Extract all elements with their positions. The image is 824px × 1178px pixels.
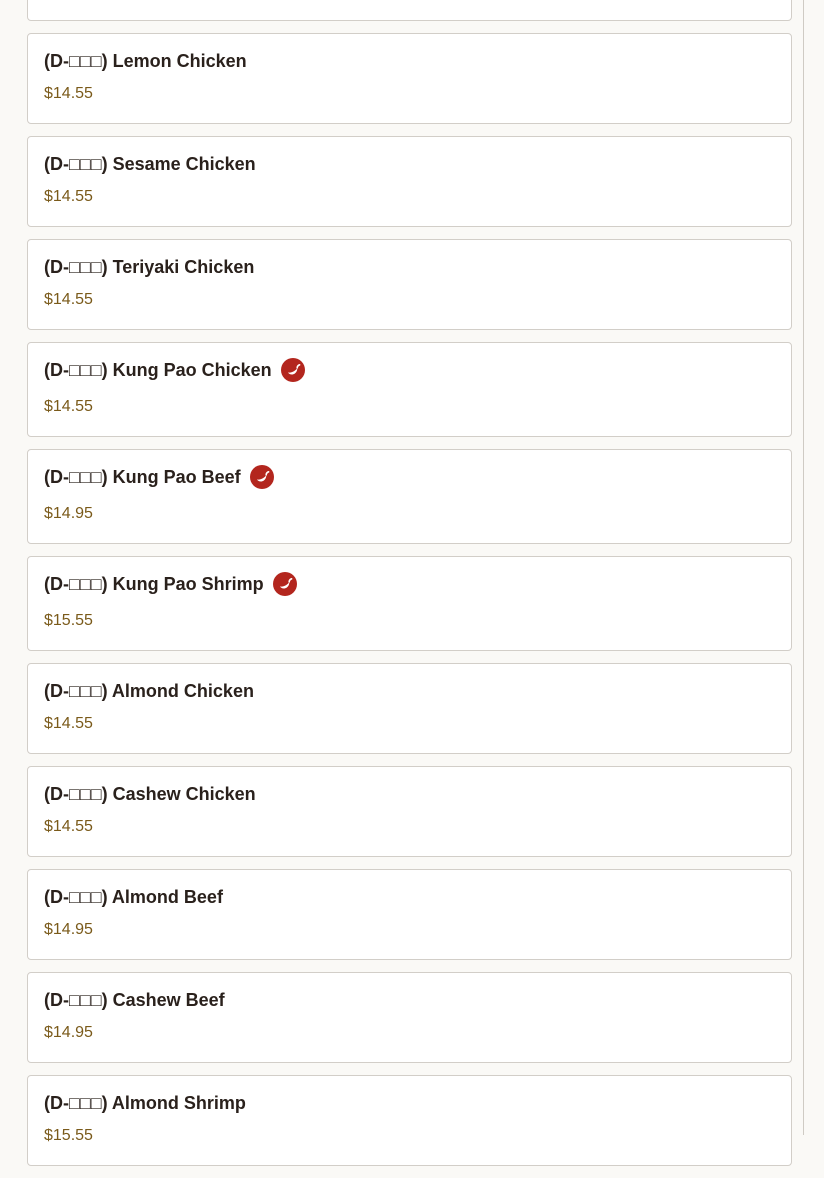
menu-item[interactable] [27,342,792,437]
item-name-row [44,153,775,175]
item-price: $14.55 [44,85,93,102]
item-name-row [44,359,775,381]
item-name: (D-□□□) Kung Pao Shrimp [44,573,264,594]
item-price: $14.55 [44,818,93,835]
item-name-row [44,680,775,702]
item-name-row [44,886,775,908]
item-name: (D-□□□) Lemon Chicken [44,50,247,71]
item-price: $14.95 [44,921,93,938]
item-price: $14.95 [44,505,93,522]
item-name-row [44,256,775,278]
item-name: (D-□□□) Teriyaki Chicken [44,256,255,277]
item-name-row [44,783,775,805]
item-name-row [44,573,775,595]
menu-item[interactable] [27,1075,792,1166]
item-price: $14.55 [44,291,93,308]
scroll-container-edge [803,0,804,1135]
item-price: $14.55 [44,715,93,732]
item-name: (D-□□□) Almond Chicken [44,680,254,701]
item-name: (D-□□□) Almond Beef [44,886,223,907]
menu-item[interactable] [27,869,792,960]
item-price: $15.55 [44,612,93,629]
menu-item[interactable] [27,766,792,857]
item-price: $14.55 [44,188,93,205]
menu-item[interactable] [27,449,792,544]
item-price: $14.55 [44,398,93,415]
menu-item[interactable] [27,239,792,330]
item-name: (D-□□□) Cashew Beef [44,989,225,1010]
menu-item-list [27,0,792,1178]
item-name-row [44,466,775,488]
chili-pepper-icon [273,572,297,596]
item-name-row [44,989,775,1011]
item-name: (D-□□□) Cashew Chicken [44,783,256,804]
menu-item[interactable] [27,33,792,124]
item-name-row [44,50,775,72]
menu-item[interactable] [27,663,792,754]
menu-item[interactable] [27,136,792,227]
item-name: (D-□□□) Kung Pao Beef [44,466,241,487]
item-price: $15.55 [44,1127,93,1144]
item-price: $14.95 [44,1024,93,1041]
item-name: (D-□□□) Almond Shrimp [44,1092,246,1113]
chili-pepper-icon [250,465,274,489]
chili-pepper-icon [281,358,305,382]
menu-item[interactable] [27,0,792,21]
item-name: (D-□□□) Sesame Chicken [44,153,256,174]
menu-item[interactable] [27,972,792,1063]
menu-item[interactable] [27,556,792,651]
item-name-row [44,1092,775,1114]
item-name: (D-□□□) Kung Pao Chicken [44,359,272,380]
